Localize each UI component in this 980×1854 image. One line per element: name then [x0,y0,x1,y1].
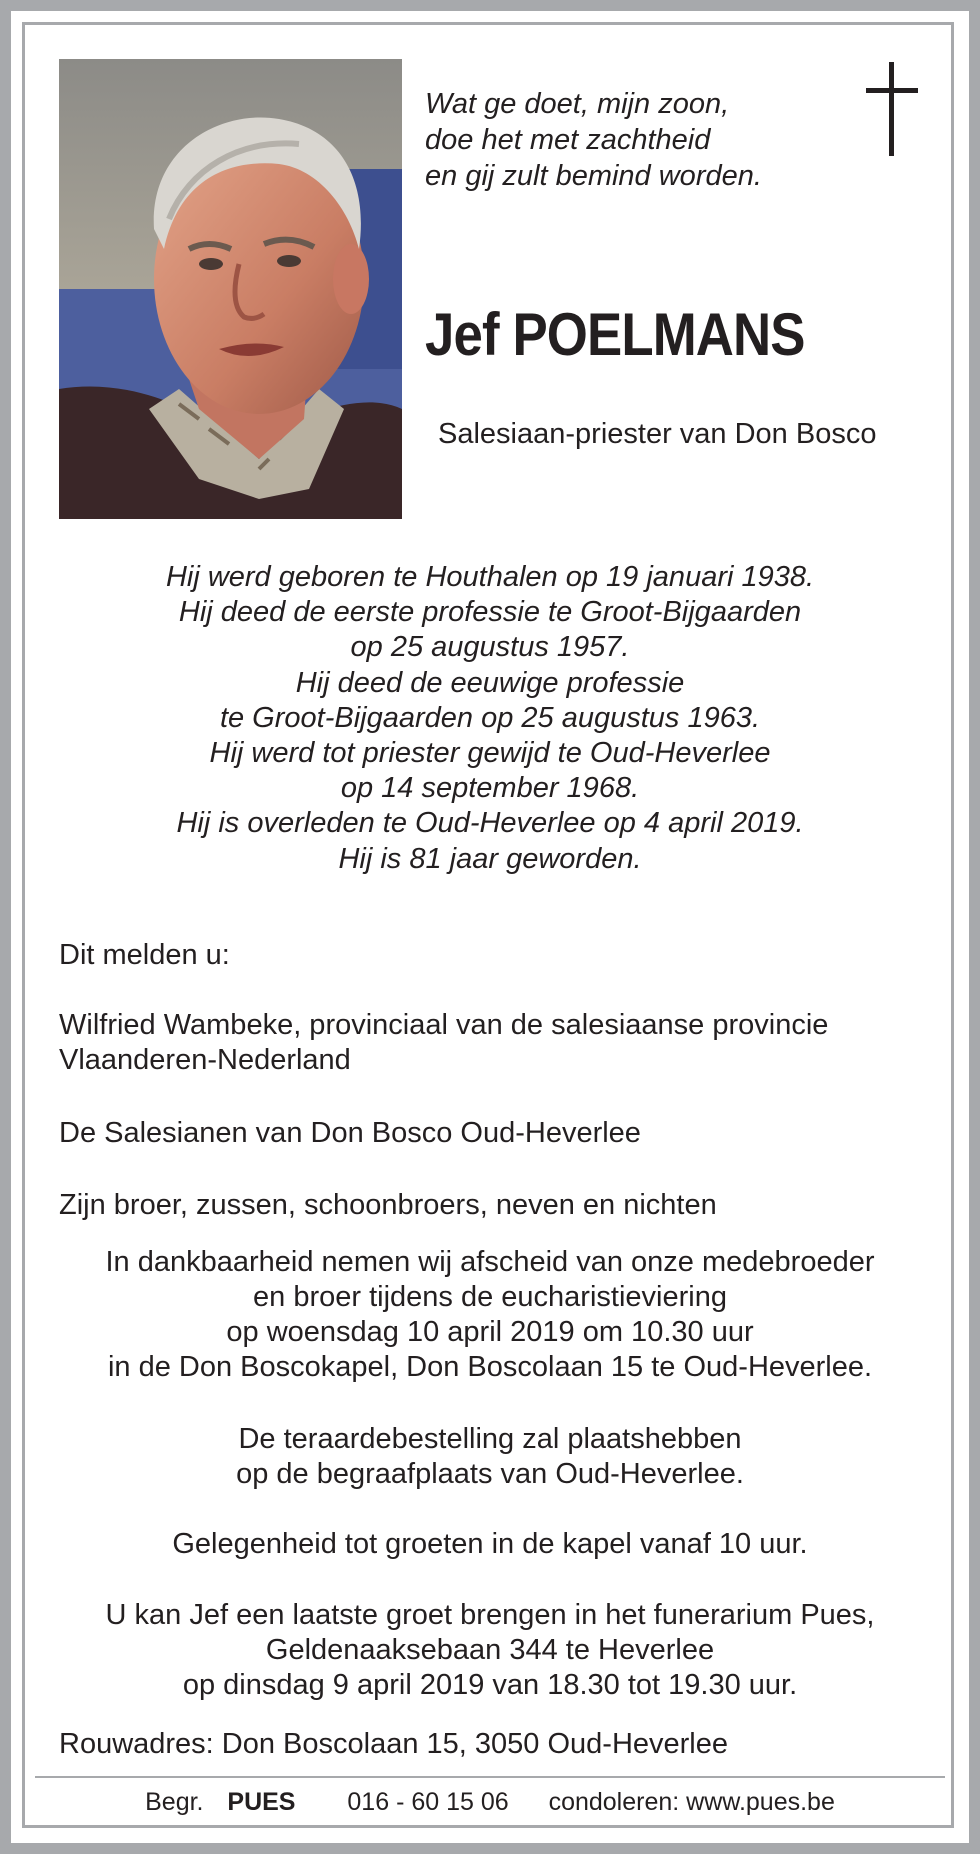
burial-info [0,1422,980,1492]
footer-phone: 016 - 60 15 06 [347,1788,509,1816]
footer-divider [35,1776,945,1778]
portrait-photo [59,59,402,519]
announcer-community: De Salesianen van Don Bosco Oud-Heverlee [59,1117,641,1149]
announcer-family: Zijn broer, zussen, schoonbroers, neven en nichten [59,1189,717,1221]
announcer-provincial-line: Wilfried Wambeke, provinciaal van de salesiaanse provincie [59,1009,829,1041]
biography-line: Hij deed de eeuwige professie [295,666,685,699]
farewell-service [0,1245,980,1385]
farewell-line: en broer tijdens de eucharistieviering [253,1281,727,1313]
deceased-title: Salesiaan-priester van Don Bosco [438,418,877,450]
visitation-line: op dinsdag 9 april 2019 van 18.30 tot 19.30 uur. [182,1669,798,1701]
quote-text [425,86,845,194]
footer [0,1788,980,1817]
mourning-address: Rouwadres: Don Boscolaan 15, 3050 Oud-Heverlee [59,1728,729,1760]
announcer-provincial [59,1008,828,1078]
announcer-provincial-line: Vlaanderen-Nederland [59,1044,351,1076]
undertaker-prefix: Begr. [145,1788,204,1816]
burial-line: op de begraafplaats van Oud-Heverlee. [236,1458,744,1490]
biography-line: Hij is overleden te Oud-Heverlee op 4 april 2019. [176,807,804,840]
latin-cross-icon [862,60,922,160]
deceased-name: Jef POELMANS [425,301,805,368]
portrait-illustration [59,59,402,519]
biography-line: Hij deed de eerste professie te Groot-Bijgaarden [178,596,802,629]
farewell-line: op woensdag 10 april 2019 om 10.30 uur [226,1316,754,1348]
announcers-intro: Dit melden u: [59,939,230,971]
biography-line: te Groot-Bijgaarden op 25 augustus 1963. [219,701,761,734]
visitation-line: Geldenaaksebaan 344 te Heverlee [265,1634,715,1666]
quote-line: Wat ge doet, mijn zoon, [425,88,730,120]
biography [0,560,980,877]
visitation-info [0,1598,980,1703]
biography-line: Hij werd tot priester gewijd te Oud-Heverlee [209,737,771,770]
undertaker-name: PUES [227,1788,296,1816]
biography-line: Hij werd geboren te Houthalen op 19 januari 1938. [165,561,815,593]
burial-line: De teraardebestelling zal plaatshebben [238,1423,742,1455]
biography-line: op 25 augustus 1957. [350,631,630,664]
biography-line: Hij is 81 jaar geworden. [338,842,642,875]
visitation-line: U kan Jef een laatste groet brengen in het funerarium Pues, [105,1599,875,1631]
quote-line: doe het met zachtheid [425,124,711,156]
footer-condolence-link[interactable]: condoleren: www.pues.be [548,1788,835,1816]
quote-line: en gij zult bemind worden. [425,160,762,192]
biography-line: op 14 september 1968. [340,772,640,805]
greeting-info: Gelegenheid tot groeten in de kapel vanaf 10 uur. [172,1528,808,1560]
farewell-line: In dankbaarheid nemen wij afscheid van onze medebroeder [105,1246,875,1278]
farewell-line: in de Don Boscokapel, Don Boscolaan 15 te Oud-Heverlee. [107,1351,873,1383]
